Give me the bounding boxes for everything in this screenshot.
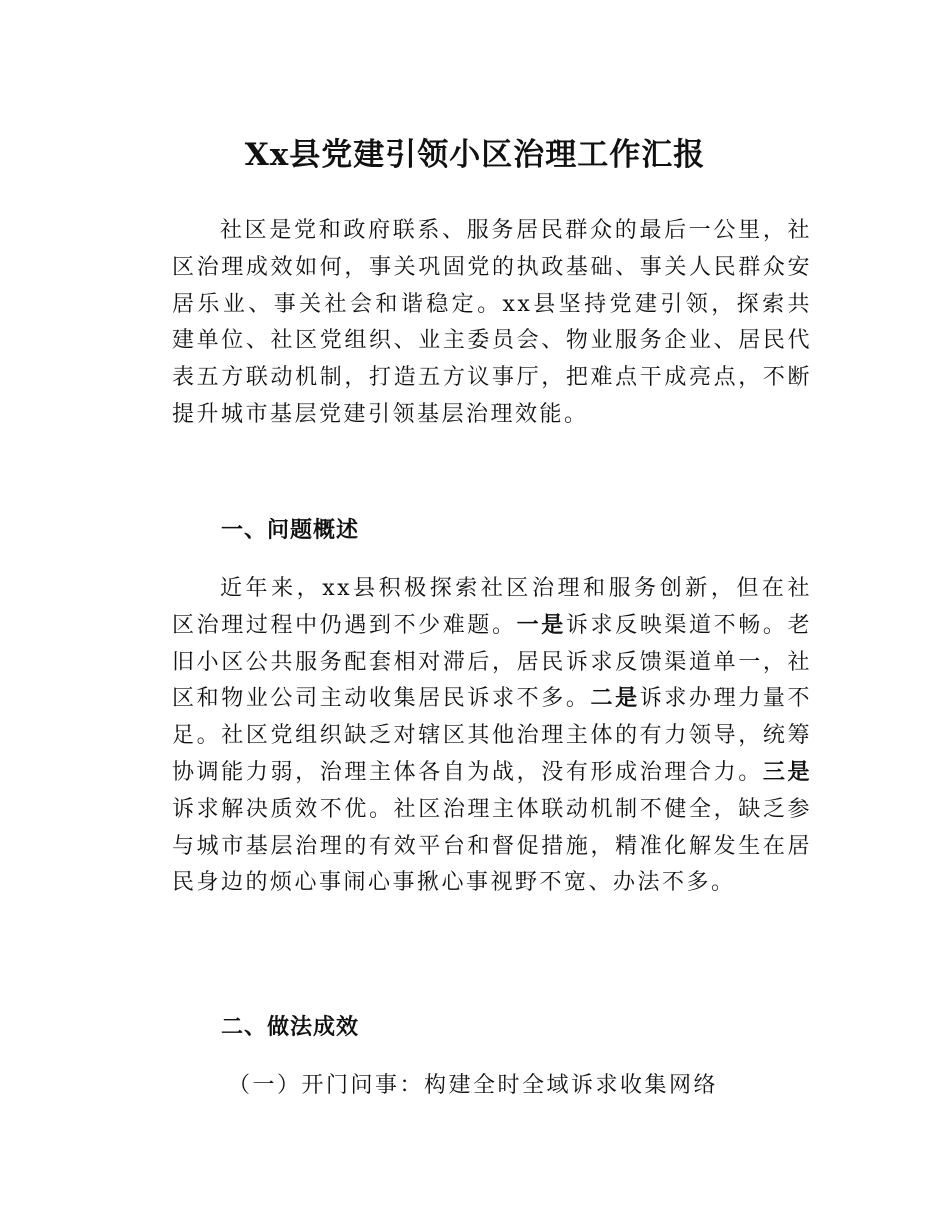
problems-text-intro: 近年来，xx县积极探索社区治理和服务创新，但在社区治理过程中仍遇到不少难题。 <box>172 576 812 638</box>
section-heading-problems: 一、问题概述 <box>221 518 360 543</box>
problem-text-3: 诉求解决质效不优。社区治理主体联动机制不健全，缺乏参与城市基层治理的有效平台和督促措施，精准化解发生在居民身边的烦心事闹心事揪心事视野不宽、办法不多。 <box>172 796 812 896</box>
problem-lead-1: 一是 <box>516 612 566 638</box>
problem-text-2: 诉求办理力量不足。社区党组织缺乏对辖区其他治理主体的有力领导，统筹协调能力弱，治理主体各自为战，没有形成治理合力。 <box>172 686 812 785</box>
problem-text-1: 诉求反映渠道不畅。老旧小区公共服务配套相对滞后，居民诉求反馈渠道单一，社区和物业公司主动收集居民诉求不多。 <box>172 612 812 712</box>
document-title: Xx县党建引领小区治理工作汇报 <box>244 136 706 173</box>
problem-lead-2: 二是 <box>590 686 640 712</box>
section-heading-practices: 二、做法成效 <box>221 1015 360 1040</box>
problems-paragraph <box>172 571 812 902</box>
subsection-heading-open-door: （一）开门问事：构建全时全域诉求收集网络 <box>228 1073 719 1098</box>
intro-paragraph: 社区是党和政府联系、服务居民群众的最后一公里，社区治理成效如何，事关巩固党的执政基础、事关人民群众安居乐业、事关社会和谐稳定。xx县坚持党建引领，探索共建单位、社区党组织、业主委员会、物业服务企业、居民代表五方联动机制，打造五方议事厅，把难点干成亮点，不断提升城市基层党建引领基层治理效能。 <box>172 218 812 427</box>
problem-lead-3: 三是 <box>762 759 812 785</box>
